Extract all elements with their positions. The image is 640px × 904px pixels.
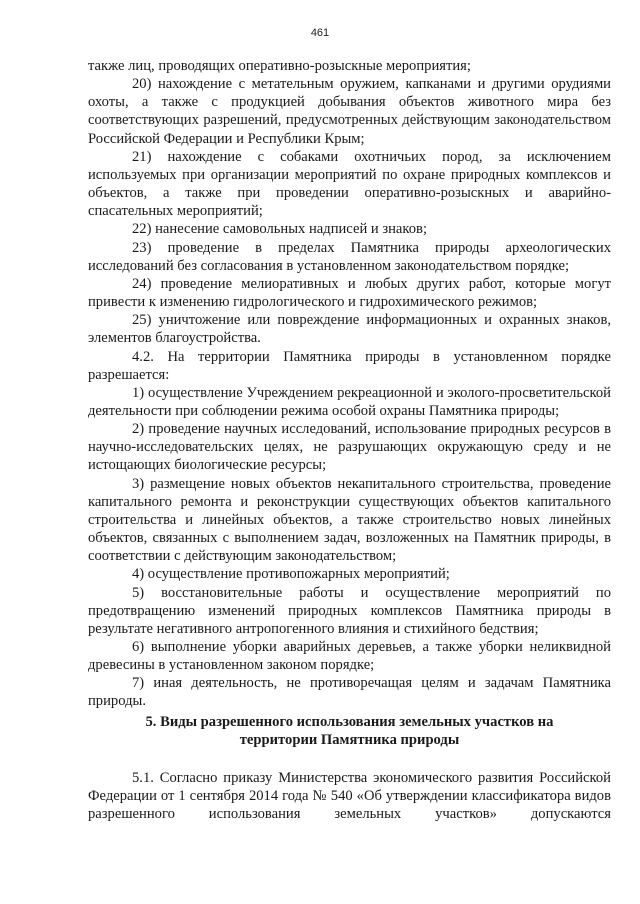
section-body [88,769,611,824]
permitted-item-3: 3) размещение новых объектов некапитального строительства, проведение капитального ремонта и реконструкции существующих объектов капитального строительства и линейных объектов, а также строительство новых линейных объектов, связанных с выполнением задач, возложенных на Памятник природы, в соответствии с действующим законодательством; [88,475,611,565]
permitted-item-6: 6) выполнение уборки аварийных деревьев, а также уборки неликвидной древесины в установленном законом порядке; [88,639,611,674]
section-heading-line-2: территории Памятника природы [239,732,460,749]
permitted-item-1: 1) осуществление Учреждением рекреационной и эколого-просветительской деятельности при соблюдении режима особой охраны Памятника природы; [88,384,611,419]
permitted-item-4: 4) осуществление противопожарных мероприятий; [132,566,450,583]
permitted-item-2: 2) проведение научных исследований, использование природных ресурсов в научно-исследовательских целях, не разрушающих окружающую среду и не истощающих биологические ресурсы; [88,421,611,474]
list-item-24: 24) проведение мелиоративных и любых других работ, которые могут привести к изменению гидрологического и гидрохимического режимов; [88,275,611,311]
list-item-20: 20) нахождение с метательным оружием, капканами и другими орудиями охоты, а также с продукцией добывания объектов животного мира без соответствующих разрешений, предусмотренных действующим законодательством Российской Федерации и Республики Крым; [88,76,611,147]
permitted-item-7: 7) иная деятельность, не противоречащая целям и задачам Памятника природы. [88,675,611,710]
paragraph-continuation: также лиц, проводящих оперативно-розыскные мероприятия; [88,58,471,74]
list-item-25: 25) уничтожение или повреждение информационных и охранных знаков, элементов благоустройства. [88,312,611,347]
clause-5-1: 5.1. Согласно приказу Министерства экономического развития Российской Федерации от 1 сентября 2014 года № 540 «Об утверждении классификатора видов разрешенного использования земельных участков» допускаются [88,770,611,823]
section-heading-line-1: 5. Виды разрешенного использования земельных участков на [145,714,554,730]
list-item-22: 22) нанесение самовольных надписей и знаков; [132,221,428,238]
clause-4-2: 4.2. На территории Памятника природы в установленном порядке разрешается: [88,348,611,383]
body-text [88,57,611,711]
page-number: 461 [310,27,330,39]
list-item-23: 23) проведение в пределах Памятника природы археологических исследований без согласования в установленном законодательством порядке; [88,239,611,274]
permitted-item-5: 5) восстановительные работы и осуществление мероприятий по предотвращению изменений природных комплексов Памятника природы в результате негативного антропогенного влияния и стихийного бедствия; [88,584,611,637]
list-item-21: 21) нахождение с собаками охотничьих пород, за исключением используемых при организации мероприятий по охране природных комплексов и объектов, а также при проведении оперативно-розыскных и аварийно-спасательных мероприятий; [88,148,611,220]
section-heading [88,713,611,750]
